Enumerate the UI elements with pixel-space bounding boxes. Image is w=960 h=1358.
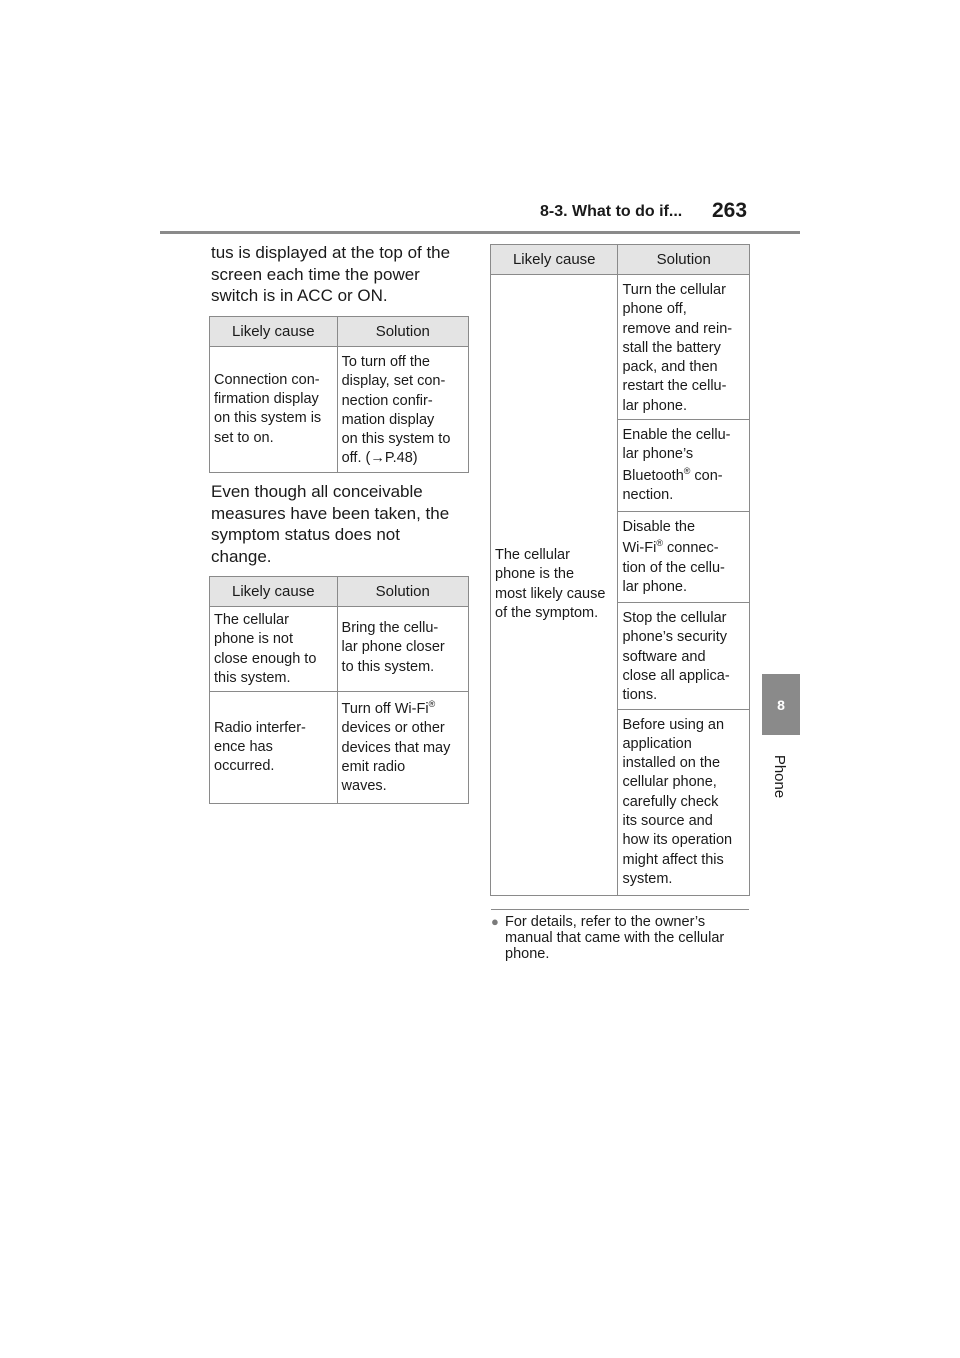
cell-line: waves.	[341, 778, 387, 795]
cell-line: carefully check	[622, 793, 719, 810]
cell-line	[342, 700, 464, 719]
cell-line: phone is not	[214, 631, 294, 648]
cell-line: firmation display	[214, 391, 319, 408]
cell-line: its source and	[622, 813, 713, 830]
cell-line: lar phone’s	[622, 446, 694, 463]
cell-line: nection confir-	[341, 392, 433, 409]
cell-text: Bluetooth	[622, 467, 684, 484]
cell-line	[342, 449, 464, 468]
troubleshooting-table-3	[490, 244, 750, 896]
solution-cell	[337, 607, 468, 692]
cell-line: tion of the cellu-	[622, 559, 725, 576]
cell-line: Before using an	[622, 716, 725, 733]
chapter-number: 8	[777, 696, 785, 713]
cell-text: Wi-Fi	[622, 540, 657, 557]
cell-line: lar phone.	[622, 397, 687, 414]
arrow-icon: →	[370, 450, 385, 467]
section-title: 8-3. What to do if...	[540, 203, 683, 220]
table-row	[210, 347, 469, 473]
cell-text: off. (	[341, 450, 371, 467]
column-header-solution: Solution	[337, 317, 468, 347]
paragraph-line: switch is in ACC or ON.	[211, 286, 388, 306]
cell-line: phone off,	[622, 301, 687, 318]
solution-cell	[618, 420, 750, 512]
cell-line: close enough to	[214, 650, 317, 667]
cell-line: tions.	[622, 687, 658, 704]
cell-text: connec-	[662, 540, 719, 557]
paragraph-line: measures have been taken, the	[211, 503, 450, 523]
note-divider	[491, 909, 749, 910]
cell-line: remove and rein-	[622, 320, 733, 337]
cell-line: to this system.	[341, 658, 435, 675]
solution-cell	[337, 692, 468, 804]
cell-text: Turn off Wi-Fi	[341, 701, 429, 718]
cause-cell	[210, 347, 338, 473]
table-row	[210, 607, 469, 692]
table-row	[210, 692, 469, 804]
cell-line: nection.	[622, 486, 674, 503]
note-line: For details, refer to the owner’s	[505, 914, 706, 930]
page-reference-link[interactable]: P.48)	[384, 450, 418, 467]
cell-line: close all applica-	[622, 667, 730, 684]
table-row	[491, 275, 750, 420]
cell-line: The cellular	[495, 547, 570, 564]
page-number: 263	[712, 199, 748, 222]
paragraph-line: change.	[211, 546, 272, 566]
cell-line	[622, 467, 745, 486]
cell-line: cellular phone,	[622, 774, 717, 791]
note-line: manual that came with the cellular	[505, 930, 725, 946]
registered-mark: ®	[656, 538, 663, 549]
troubleshooting-table-1	[209, 316, 469, 473]
paragraph-line: symptom status does not	[211, 525, 400, 545]
cell-line: occurred.	[214, 758, 275, 775]
cell-line: Radio interfer-	[214, 719, 306, 736]
cell-text: con-	[690, 467, 723, 484]
cell-line: ence has	[214, 739, 273, 756]
cell-line: Bring the cellu-	[341, 620, 439, 636]
solution-cell	[618, 512, 750, 603]
intro-paragraph	[211, 242, 471, 307]
chapter-label-text: Phone	[771, 754, 789, 798]
cell-line: Disable the	[622, 519, 696, 536]
column-header-solution: Solution	[337, 577, 468, 607]
cell-line: devices that may	[341, 739, 451, 756]
cell-line: lar phone closer	[341, 639, 445, 656]
cause-cell	[210, 692, 338, 804]
note-text	[505, 914, 724, 962]
cell-line: Connection con-	[214, 371, 320, 388]
cell-line: stall the battery	[622, 339, 721, 356]
cell-line: installed on the	[622, 755, 721, 772]
cell-line: phone is the	[495, 566, 575, 583]
cell-line: of the symptom.	[495, 605, 599, 622]
cell-line: system.	[622, 870, 673, 887]
cell-line: Enable the cellu-	[622, 427, 731, 444]
cell-line: software and	[622, 648, 706, 665]
cell-line: mation display	[341, 411, 435, 428]
cell-line	[622, 539, 745, 558]
column-header-solution: Solution	[618, 245, 750, 275]
cell-line: how its operation	[622, 832, 733, 849]
bullet-icon: ●	[491, 914, 499, 929]
cell-line: lar phone.	[622, 578, 687, 595]
cell-line: display, set con-	[341, 373, 446, 390]
cell-line: Stop the cellular	[622, 610, 727, 627]
cell-line: application	[622, 735, 692, 752]
solution-cell	[618, 709, 750, 895]
cell-line: The cellular	[214, 612, 289, 628]
symptom-paragraph	[211, 481, 471, 567]
paragraph-line: screen each time the power	[211, 264, 420, 284]
note	[491, 914, 753, 962]
cell-line: Turn the cellular	[622, 282, 726, 298]
cell-line: phone’s security	[622, 629, 728, 646]
header-divider	[160, 231, 800, 234]
cell-line: this system.	[214, 669, 291, 686]
paragraph-line: tus is displayed at the top of the	[211, 243, 451, 262]
column-header-cause: Likely cause	[491, 245, 618, 275]
cell-line: on this system is	[214, 410, 322, 427]
solution-cell	[337, 347, 468, 473]
cell-line: most likely cause	[495, 585, 606, 602]
chapter-label	[760, 746, 800, 806]
column-header-cause: Likely cause	[210, 317, 338, 347]
column-header-cause: Likely cause	[210, 577, 338, 607]
troubleshooting-table-2	[209, 576, 469, 804]
cell-line: To turn off the	[341, 354, 430, 370]
cell-line: set to on.	[214, 429, 274, 446]
cause-cell	[210, 607, 338, 692]
solution-cell	[618, 603, 750, 709]
chapter-tab	[762, 674, 800, 735]
cell-line: restart the cellu-	[622, 378, 727, 395]
registered-mark: ®	[428, 699, 436, 710]
cell-line: on this system to	[341, 431, 451, 448]
solution-cell	[618, 275, 750, 420]
cell-line: might affect this	[622, 851, 724, 868]
paragraph-line: Even though all conceivable	[211, 482, 423, 501]
cause-cell	[491, 275, 618, 896]
cell-line: pack, and then	[622, 359, 718, 376]
note-line: phone.	[505, 946, 550, 962]
cell-line: devices or other	[341, 720, 445, 737]
cell-line: emit radio	[341, 759, 406, 776]
registered-mark: ®	[683, 465, 691, 476]
